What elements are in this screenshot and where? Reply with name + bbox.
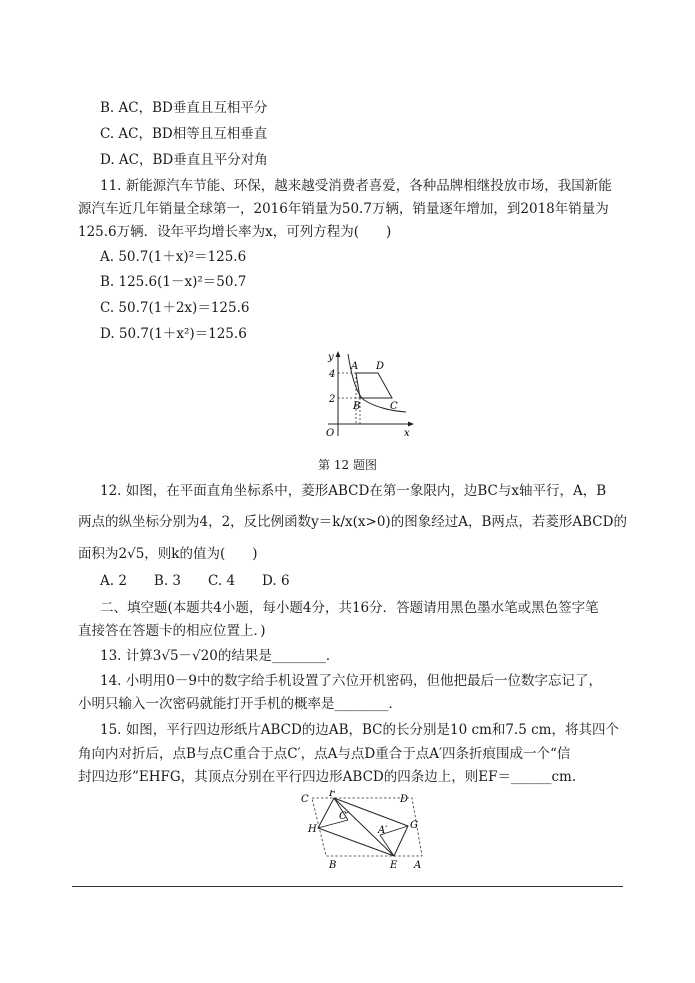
text-line-q12-opts: A. 2 B. 3 C. 4 D. 6 <box>100 573 290 589</box>
text-line-q15-l3: 封四边形”EHFG，其顶点分别在平行四边形ABCD的四条边上，则EF＝______cm. <box>78 769 577 785</box>
point-c-label: C <box>390 401 398 412</box>
page-divider <box>72 886 623 887</box>
point-a-label: A <box>351 361 359 372</box>
fig15-g-label: G <box>410 820 418 831</box>
figure-15-parallelogram <box>300 790 430 874</box>
text-line-opt-c-11: C. 50.7(1＋2x)＝125.6 <box>100 300 250 316</box>
text-line-opt-d-10: D. AC，BD垂直且平分对角 <box>100 152 268 168</box>
x-axis-label: x <box>404 428 410 439</box>
fig15-b-label: B <box>329 860 337 871</box>
fig15-e-label: E <box>390 860 398 871</box>
text-line-sec2-l2: 直接答在答题卡的相应位置上．) <box>78 623 266 639</box>
text-line-opt-b-11: B. 125.6(1－x)²＝50.7 <box>100 274 247 290</box>
fig15-f-label: F <box>329 790 336 799</box>
fig15-c-label: C <box>301 794 309 805</box>
text-line-q12-l1: 12. 如图，在平面直角坐标系中，菱形ABCD在第一象限内，边BC与x轴平行，A，B <box>100 483 607 499</box>
text-line-opt-b-10: B. AC，BD垂直且互相平分 <box>100 100 268 116</box>
fig15-cprime-label: C′ <box>339 811 349 822</box>
text-line-q15-l2: 角向内对折后，点B与点C重合于点C′，点A与点D重合于点A′四条折痕围成一个“信 <box>78 746 571 762</box>
text-line-opt-a-11: A. 50.7(1＋x)²＝125.6 <box>100 249 247 265</box>
text-line-q15-l1: 15. 如图，平行四边形纸片ABCD的边AB，BC的长分别是10 cm和7.5 cm，将其四个 <box>100 722 619 738</box>
tick-label-4: 4 <box>329 369 336 380</box>
figure-12-coordinate-graph <box>310 348 420 444</box>
text-line-q11-l1: 11. 新能源汽车节能、环保，越来越受消费者喜爱，各种品牌相继投放市场，我国新能 <box>100 178 612 194</box>
tick-label-2: 2 <box>329 394 336 405</box>
text-line-opt-c-10: C. AC，BD相等且互相垂直 <box>100 126 268 142</box>
point-b-label: B <box>353 401 361 412</box>
text-line-sec2-l1: 二、填空题(本题共4小题，每小题4分，共16分．答题请用黑色墨水笔或黑色签字笔 <box>100 600 599 616</box>
text-line-q14-l2: 小明只输入一次密码就能打开手机的概率是________． <box>78 696 402 712</box>
text-line-q12-l2: 两点的纵坐标分别为4，2，反比例函数y＝k/x(x>0)的图象经过A，B两点，若菱形ABCD的 <box>78 514 627 530</box>
text-line-q11-l2: 源汽车近几年销量全球第一，2016年销量为50.7万辆，销量逐年增加，到2018年销量为 <box>78 201 609 217</box>
fig15-aprime-label: A′ <box>378 825 388 836</box>
text-line-q14-l1: 14. 小明用0－9中的数字给手机设置了六位开机密码，但他把最后一位数字忘记了， <box>100 673 602 689</box>
point-d-label: D <box>376 361 385 372</box>
text-line-q13: 13. 计算3√5－√20的结果是________． <box>100 648 340 664</box>
text-line-q11-l3: 125.6万辆．设年平均增长率为x，可列方程为( ) <box>78 224 392 240</box>
fig15-h-label: H <box>308 824 317 835</box>
fig15-d-label: D <box>400 794 409 805</box>
text-line-opt-d-11: D. 50.7(1＋x²)＝125.6 <box>100 326 247 342</box>
figure-12-caption: 第 12 题图 <box>318 458 377 472</box>
origin-label: O <box>326 428 335 439</box>
y-axis-label: y <box>328 352 334 363</box>
text-line-q12-l3: 面积为2√5，则k的值为( ) <box>78 546 258 562</box>
fig15-a-label: A <box>414 860 422 871</box>
